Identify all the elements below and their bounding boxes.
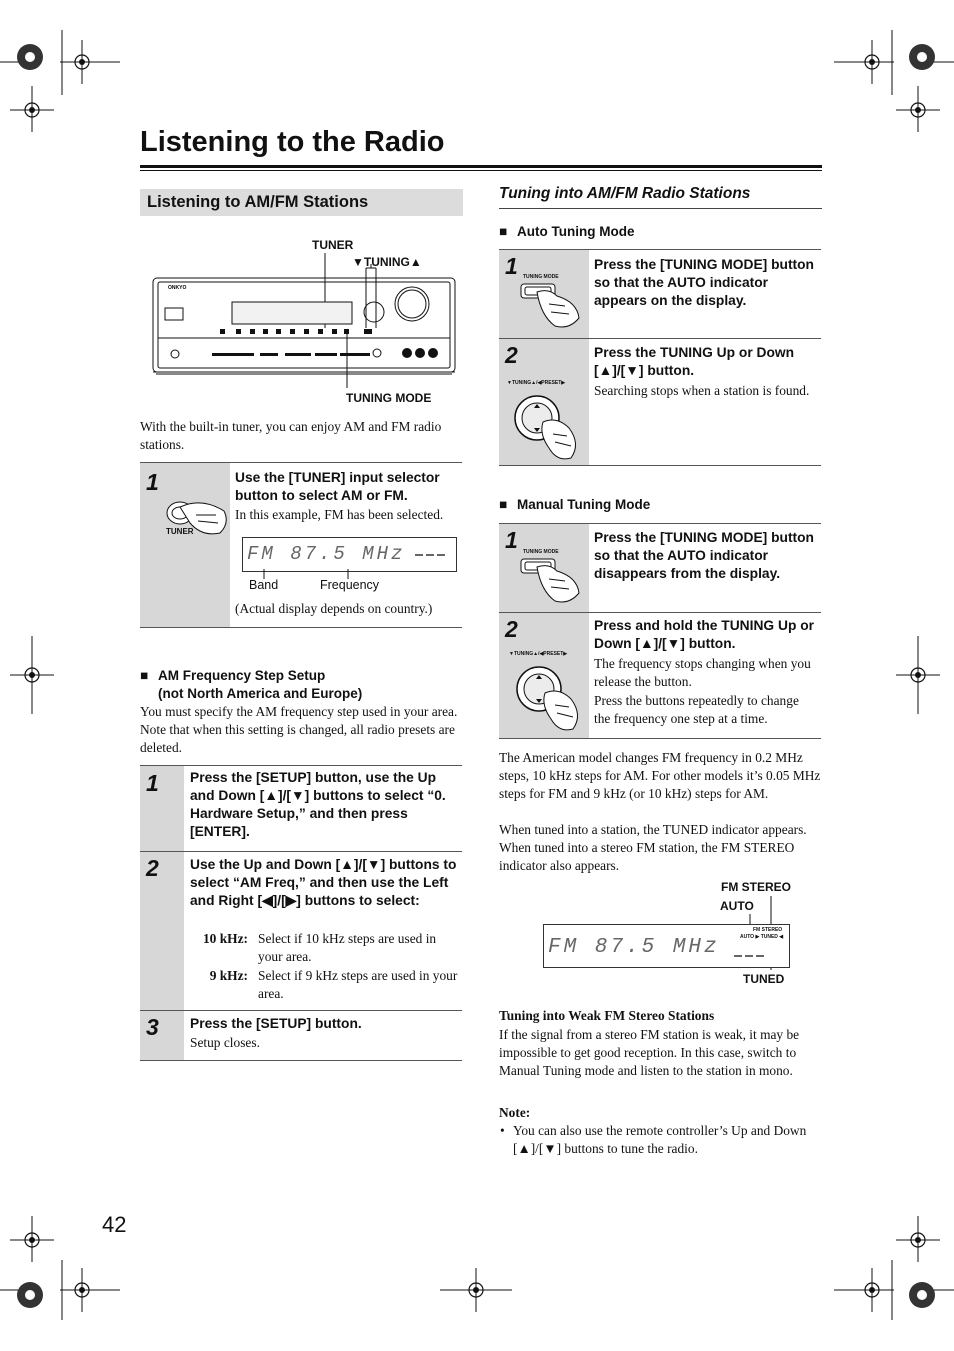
diagram-label-tuning: ▼TUNING▲: [352, 255, 422, 269]
step-number: 2: [505, 616, 518, 642]
frequency-step-paragraph: The American model changes FM frequency in 0.2 MHz steps, 10 kHz steps for AM. For other models it’s 0.05 MHz steps for FM and 9 kHz (or 10 kHz) steps for AM.: [499, 750, 821, 801]
icon-label-tuning-mode: TUNING MODE: [523, 549, 559, 555]
tuner-button-label: TUNER: [166, 527, 194, 536]
tuned-display-panel: [543, 924, 790, 968]
step-number: 3: [146, 1014, 159, 1040]
manual-step-2-heading: Press and hold the TUNING Up or Down [▲]/[▼] button.: [594, 618, 815, 651]
option-text-10khz: Select if 10 kHz steps are used in your area.: [258, 931, 437, 964]
tuner-step-text: In this example, FM has been selected.: [235, 507, 444, 522]
step-number: 2: [146, 855, 159, 881]
page-title: Listening to the Radio: [140, 126, 445, 158]
manual-marker: ■: [499, 497, 508, 512]
step-number: 1: [505, 253, 518, 279]
am-setup-heading-1: AM Frequency Step Setup: [158, 668, 326, 683]
step-number: 1: [505, 527, 518, 553]
icon-label-tuning-preset: ▼TUNING▲/◀PRESET▶: [507, 380, 566, 386]
am-setup-text: You must specify the AM frequency step used in your area. Note that when this setting is changed, all radio presets are deleted.: [140, 704, 458, 755]
auto-heading: Auto Tuning Mode: [517, 224, 635, 239]
receiver-brand: ONKYO: [168, 285, 187, 291]
note-text: You can also use the remote controller’s Up and Down [▲]/[▼] buttons to tune the radio.: [513, 1123, 807, 1156]
auto-tuned-indicator: AUTO ▶ TUNED ◀: [740, 934, 784, 940]
tuning-dial-press-icon: [511, 388, 586, 464]
page-number: 42: [102, 1212, 127, 1237]
am-step-3-heading: Press the [SETUP] button.: [190, 1016, 362, 1031]
tuned-callout: TUNED: [743, 972, 785, 986]
fm-stereo-callout: FM STEREO: [721, 880, 792, 894]
option-key-10khz: 10 kHz:: [202, 931, 248, 946]
am-setup-marker: ■: [140, 668, 149, 683]
step-divider: [140, 851, 462, 852]
am-setup-steps: [140, 765, 462, 1061]
am-setup-heading-2: (not North America and Europe): [158, 686, 363, 701]
tuned-display-text: FM 87.5 MHz: [548, 936, 720, 959]
tuner-step-heading: Use the [TUNER] input selector button to select AM or FM.: [235, 470, 440, 503]
step-number: 2: [505, 342, 518, 368]
note-bullet: •: [500, 1123, 505, 1138]
weak-stations-text: If the signal from a stereo FM station is weak, it may be impossible to get good reception. In this case, switch to Manual Tuning mode and listen to the station in mono.: [499, 1027, 800, 1078]
am-step-3-text: Setup closes.: [190, 1035, 260, 1050]
auto-marker: ■: [499, 224, 508, 239]
diagram-label-tuner: TUNER: [312, 238, 354, 252]
title-rule-thin: [140, 170, 822, 171]
icon-label-tuning-preset: ▼TUNING▲/◀PRESET▶: [509, 651, 568, 657]
manual-step-1-heading: Press the [TUNING MODE] button so that the AUTO indicator disappears from the display.: [594, 530, 814, 581]
auto-tuning-steps: [499, 249, 821, 466]
diagram-label-tuning-mode: TUNING MODE: [346, 391, 432, 405]
step-number: 1: [146, 770, 159, 796]
fm-display-panel: [242, 537, 457, 572]
option-key-9khz: 9 kHz:: [209, 968, 248, 983]
tuning-mode-button-icon: [519, 557, 584, 607]
tuning-heading-rule: [499, 208, 822, 209]
option-text-9khz: Select if 9 kHz steps are used in your area.: [258, 968, 458, 1001]
auto-step-2-text: Searching stops when a station is found.: [594, 383, 810, 398]
icon-label-tuning-mode: TUNING MODE: [523, 274, 559, 280]
step-divider: [499, 338, 821, 339]
tuning-mode-button-icon: [519, 282, 584, 332]
am-step-2-heading: Use the Up and Down [▲]/[▼] buttons to select “AM Freq,” and then use the Left and Right [◀]/[▶] buttons to select:: [190, 857, 457, 908]
weak-stations-heading: Tuning into Weak FM Stereo Stations: [499, 1008, 715, 1023]
manual-heading: Manual Tuning Mode: [517, 497, 651, 512]
note-heading: Note:: [499, 1105, 531, 1120]
manual-step-2-text-1: The frequency stops changing when you release the button.: [594, 656, 811, 689]
auto-step-1-heading: Press the [TUNING MODE] button so that the AUTO indicator appears on the display.: [594, 257, 814, 308]
frequency-label: Frequency: [320, 578, 380, 592]
fm-display-text: FM 87.5 MHz: [247, 543, 406, 565]
receiver-front-panel-illustration: [150, 250, 460, 390]
step-divider: [499, 612, 821, 613]
band-label: Band: [249, 578, 279, 592]
tuner-step-box: [140, 462, 462, 628]
auto-callout: AUTO: [720, 899, 754, 913]
step-number: 1: [146, 469, 159, 495]
auto-step-2-heading: Press the TUNING Up or Down [▲]/[▼] button.: [594, 345, 795, 378]
tuning-dial-hold-icon: [513, 659, 588, 735]
tuning-heading: Tuning into AM/FM Radio Stations: [499, 185, 751, 202]
section-heading-band: [140, 189, 463, 216]
display-note: (Actual display depends on country.): [235, 601, 433, 616]
manual-step-2-text-2: Press the buttons repeatedly to change the frequency one step at a time.: [594, 693, 799, 726]
tuned-indicator-paragraph: When tuned into a station, the TUNED indicator appears. When tuned into a stereo FM station, the FM STEREO indicator also appears.: [499, 822, 807, 873]
fm-stereo-indicator: FM STEREO: [753, 927, 783, 933]
intro-text: With the built-in tuner, you can enjoy AM and FM radio stations.: [140, 419, 442, 452]
title-rule: [140, 165, 822, 168]
manual-tuning-steps: [499, 523, 821, 739]
step-divider: [140, 1010, 462, 1011]
section-heading: Listening to AM/FM Stations: [147, 193, 369, 211]
am-step-1-heading: Press the [SETUP] button, use the Up and Down [▲]/[▼] buttons to select “0. Hardware Setup,” and then press [ENTER].: [190, 770, 446, 839]
